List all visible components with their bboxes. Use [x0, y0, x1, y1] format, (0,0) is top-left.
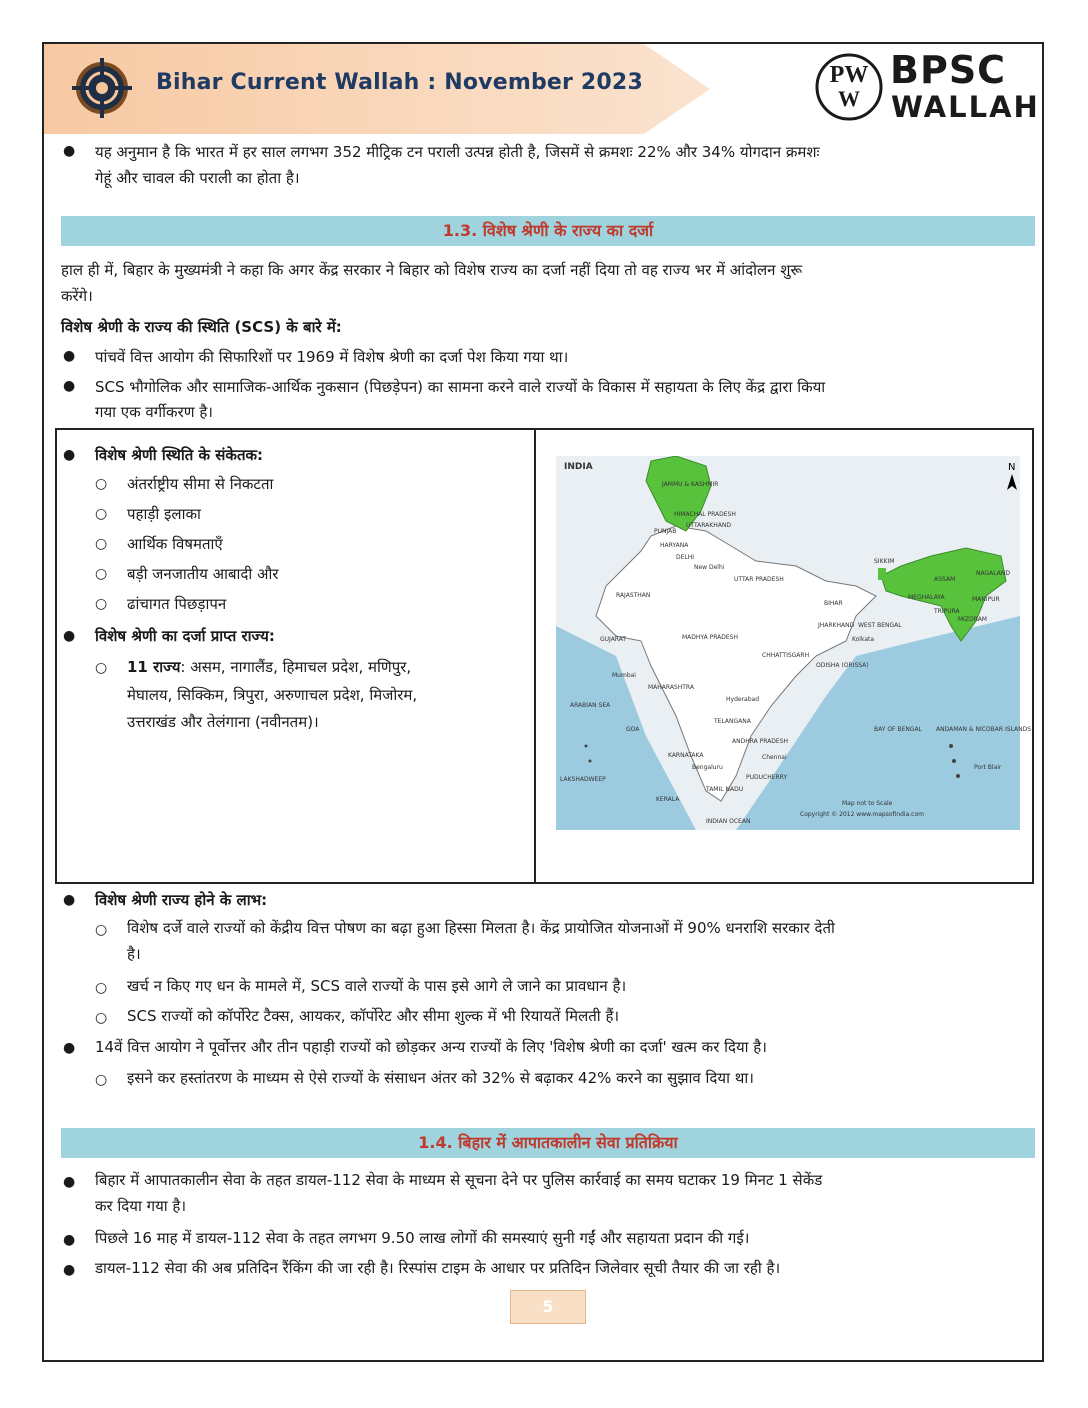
- benefit-2: खर्च न किए गए धन के मामले में, SCS वाले राज्यों के पास इसे आगे ले जाने का प्रावधान है।: [127, 977, 627, 995]
- states-line-1: [127, 655, 411, 679]
- bullet-icon: ●: [63, 447, 76, 463]
- crosshair-icon: [70, 56, 134, 120]
- map-label: MIZORAM: [958, 616, 987, 623]
- map-label: MEGHALAYA: [908, 594, 945, 601]
- map-label: Kolkata: [852, 636, 875, 643]
- about-bullet-2-line-2: गया एक वर्गीकरण है।: [95, 403, 213, 421]
- map-label: ODISHA (ORISSA): [816, 662, 869, 669]
- s14-bullet-3: डायल-112 सेवा की अब प्रतिदिन रैंकिंग की जा रही है। रिस्पांस टाइम के आधार पर प्रतिदिन जिलेवार सूची तैयार की जा रही है।: [95, 1259, 781, 1277]
- bullet-icon: ●: [63, 628, 76, 644]
- map-copyright: Copyright © 2012 www.mapsofindia.com: [800, 811, 924, 818]
- map-label: TAMIL NADU: [706, 786, 744, 793]
- about-bullet-1: पांचवें वित्त आयोग की सिफारिशों पर 1969 में विशेष श्रेणी का दर्जा पेश किया गया था।: [95, 348, 569, 366]
- bullet-icon: ●: [63, 1040, 76, 1056]
- sub-bullet-icon: ○: [95, 476, 108, 492]
- states-list-1: : असम, नागालैंड, हिमाचल प्रदेश, मणिपुर,: [180, 658, 412, 676]
- benefit-1-line-2: है।: [127, 945, 141, 963]
- map-label: ASSAM: [934, 576, 956, 583]
- map-label: BIHAR: [824, 600, 843, 607]
- benefits-heading: विशेष श्रेणी राज्य होने के लाभ:: [95, 891, 268, 909]
- bullet-icon: ●: [63, 892, 76, 908]
- states-heading: विशेष श्रेणी का दर्जा प्राप्त राज्य:: [95, 627, 275, 645]
- header-title: Bihar Current Wallah : November 2023: [156, 70, 643, 95]
- indicator-item: अंतर्राष्ट्रीय सीमा से निकटता: [127, 475, 274, 493]
- svg-text:W: W: [838, 86, 860, 111]
- sub-bullet-icon: ○: [95, 596, 108, 612]
- indicator-item: ढांचागत पिछड़ापन: [127, 595, 227, 613]
- bullet-icon: ●: [63, 378, 76, 394]
- map-label: ANDAMAN & NICOBAR ISLANDS: [936, 726, 1032, 733]
- indicator-item: आर्थिक विषमताएँ: [127, 535, 223, 553]
- map-label: Chennai: [762, 754, 787, 761]
- map-label: UTTAR PRADESH: [734, 576, 784, 583]
- map-label: WEST BENGAL: [858, 622, 902, 629]
- bullet-icon: ●: [63, 1232, 76, 1248]
- intro-line-2: गेहूं और चावल की पराली का होता है।: [95, 169, 300, 187]
- bullet-icon: ●: [63, 348, 76, 364]
- benefit-3: SCS राज्यों को कॉर्पोरेट टैक्स, आयकर, कॉर्पोरेट और सीमा शुल्क में भी रियायतें मिलती हैं।: [127, 1007, 620, 1025]
- logo-wallah: WALLAH: [891, 90, 1040, 124]
- map-label: PUNJAB: [654, 528, 677, 535]
- bullet-icon: ●: [63, 143, 76, 159]
- map-label: MANIPUR: [972, 596, 1000, 603]
- about-bullet-2-line-1: SCS भौगोलिक और सामाजिक-आर्थिक नुकसान (पिछड़ेपन) का सामना करने वाले राज्यों के विकास में सहायता के लिए केंद्र द्वारा किया: [95, 378, 826, 396]
- indicator-item: बड़ी जनजातीय आबादी और: [127, 565, 279, 583]
- section-title: 1.4. बिहार में आपातकालीन सेवा प्रतिक्रिया: [418, 1133, 678, 1152]
- india-map-drawing: [556, 456, 1020, 830]
- map-label: INDIAN OCEAN: [706, 818, 751, 825]
- sub-bullet-icon: ○: [95, 566, 108, 582]
- map-label: TRIPURA: [934, 608, 960, 615]
- map-label: DELHI: [676, 554, 695, 561]
- para-line-1: हाल ही में, बिहार के मुख्यमंत्री ने कहा कि अगर केंद्र सरकार ने बिहार को विशेष राज्य का दर्जा नहीं दिया तो वह राज्य भर में आंदोलन शुरू: [61, 261, 803, 279]
- map-label: LAKSHADWEEP: [560, 776, 606, 783]
- map-label: CHHATTISGARH: [762, 652, 810, 659]
- para-line-2: करेंगे।: [61, 287, 93, 305]
- sub-bullet-icon: ○: [95, 660, 108, 676]
- sub-bullet-icon: ○: [95, 1010, 108, 1026]
- indicators-heading: विशेष श्रेणी स्थिति के संकेतक:: [95, 446, 264, 464]
- intro-line-1: यह अनुमान है कि भारत में हर साल लगभग 352 मीट्रिक टन पराली उत्पन्न होती है, जिसमें से क्रमशः 22% और 34% योगदान क्रमशः: [95, 143, 820, 161]
- svg-text:PW: PW: [829, 62, 869, 88]
- indicator-item: पहाड़ी इलाका: [127, 505, 201, 523]
- map-label: Bengaluru: [692, 764, 723, 771]
- s14-bullet-1-line-2: कर दिया गया है।: [95, 1197, 187, 1215]
- section-title: 1.3. विशेष श्रेणी के राज्य का दर्जा: [442, 221, 654, 240]
- sub-bullet-icon: ○: [95, 922, 108, 938]
- map-label: KARNATAKA: [668, 752, 704, 759]
- sub-bullet-icon: ○: [95, 506, 108, 522]
- map-label: GUJARAT: [600, 636, 627, 643]
- sub-bullet-icon: ○: [95, 980, 108, 996]
- box-divider: [534, 428, 536, 884]
- map-label: JAMMU & KASHMIR: [662, 481, 719, 488]
- map-label: UTTARAKHAND: [686, 522, 731, 529]
- bullet-icon: ●: [63, 1262, 76, 1278]
- fc14-line: 14वें वित्त आयोग ने पूर्वोत्तर और तीन पहाड़ी राज्यों को छोड़कर अन्य राज्यों के लिए 'विशेष श्रेणी का दर्जा' खत्म कर दिया है।: [95, 1038, 767, 1056]
- map-label: Mumbai: [612, 672, 636, 679]
- map-label: HARYANA: [660, 542, 689, 549]
- map-label: HIMACHAL PRADESH: [674, 511, 736, 518]
- map-label: MADHYA PRADESH: [682, 634, 739, 641]
- map-label: MAHARASHTRA: [648, 684, 694, 691]
- map-label: JHARKHAND: [818, 622, 855, 629]
- map-label: Hyderabad: [726, 696, 759, 703]
- map-label: BAY OF BENGAL: [874, 726, 922, 733]
- states-count: 11 राज्य: [127, 658, 181, 676]
- map-label: NAGALAND: [976, 570, 1010, 577]
- benefit-1-line-1: विशेष दर्जे वाले राज्यों को केंद्रीय वित्त पोषण का बढ़ा हुआ हिस्सा मिलता है। केंद्र प्रायोजित योजनाओं में 90% धनराशि सरकार देती: [127, 919, 835, 937]
- map-label: GOA: [626, 726, 640, 733]
- map-label: PUDUCHERRY: [746, 774, 788, 781]
- map-label: TELANGANA: [714, 718, 751, 725]
- map-label: RAJASTHAN: [616, 592, 651, 599]
- map-label: KERALA: [656, 796, 680, 803]
- map-label: SIKKIM: [874, 558, 895, 565]
- pw-logo-icon: [814, 52, 884, 122]
- map-scale-note: Map not to Scale: [842, 800, 893, 807]
- logo-bpsc: BPSC: [890, 48, 1007, 92]
- sub-bullet-icon: ○: [95, 1072, 108, 1088]
- about-heading: विशेष श्रेणी के राज्य की स्थिति (SCS) के बारे में:: [61, 318, 342, 336]
- s14-bullet-1-line-1: बिहार में आपातकालीन सेवा के तहत डायल-112 सेवा के माध्यम से सूचना देने पर पुलिस कार्रवाई का समय घटाकर 19 मिनट 1 सेकेंड: [95, 1171, 823, 1189]
- bullet-icon: ●: [63, 1174, 76, 1190]
- states-line-2: मेघालय, सिक्किम, त्रिपुरा, अरुणाचल प्रदेश, मिजोरम,: [127, 686, 418, 704]
- map-label: ARABIAN SEA: [570, 702, 611, 709]
- page-number: 5: [542, 1297, 554, 1316]
- india-map: [556, 456, 1032, 830]
- map-label: Port Blair: [974, 764, 1002, 771]
- fc14-sub-line: इसने कर हस्तांतरण के माध्यम से ऐसे राज्यों के संसाधन अंतर को 32% से बढ़ाकर 42% करने का सुझाव दिया था।: [127, 1069, 754, 1087]
- s14-bullet-2: पिछले 16 माह में डायल-112 सेवा के तहत लगभग 9.50 लाख लोगों की समस्याएं सुनी गईं और सहायता प्रदान की गई।: [95, 1229, 750, 1247]
- sub-bullet-icon: ○: [95, 536, 108, 552]
- map-label: ANDHRA PRADESH: [732, 738, 789, 745]
- svg-text:N: N: [1008, 462, 1016, 473]
- map-title: INDIA: [564, 462, 593, 472]
- map-label: New Delhi: [694, 564, 725, 571]
- states-line-3: उत्तराखंड और तेलंगाना (नवीनतम)।: [127, 713, 319, 731]
